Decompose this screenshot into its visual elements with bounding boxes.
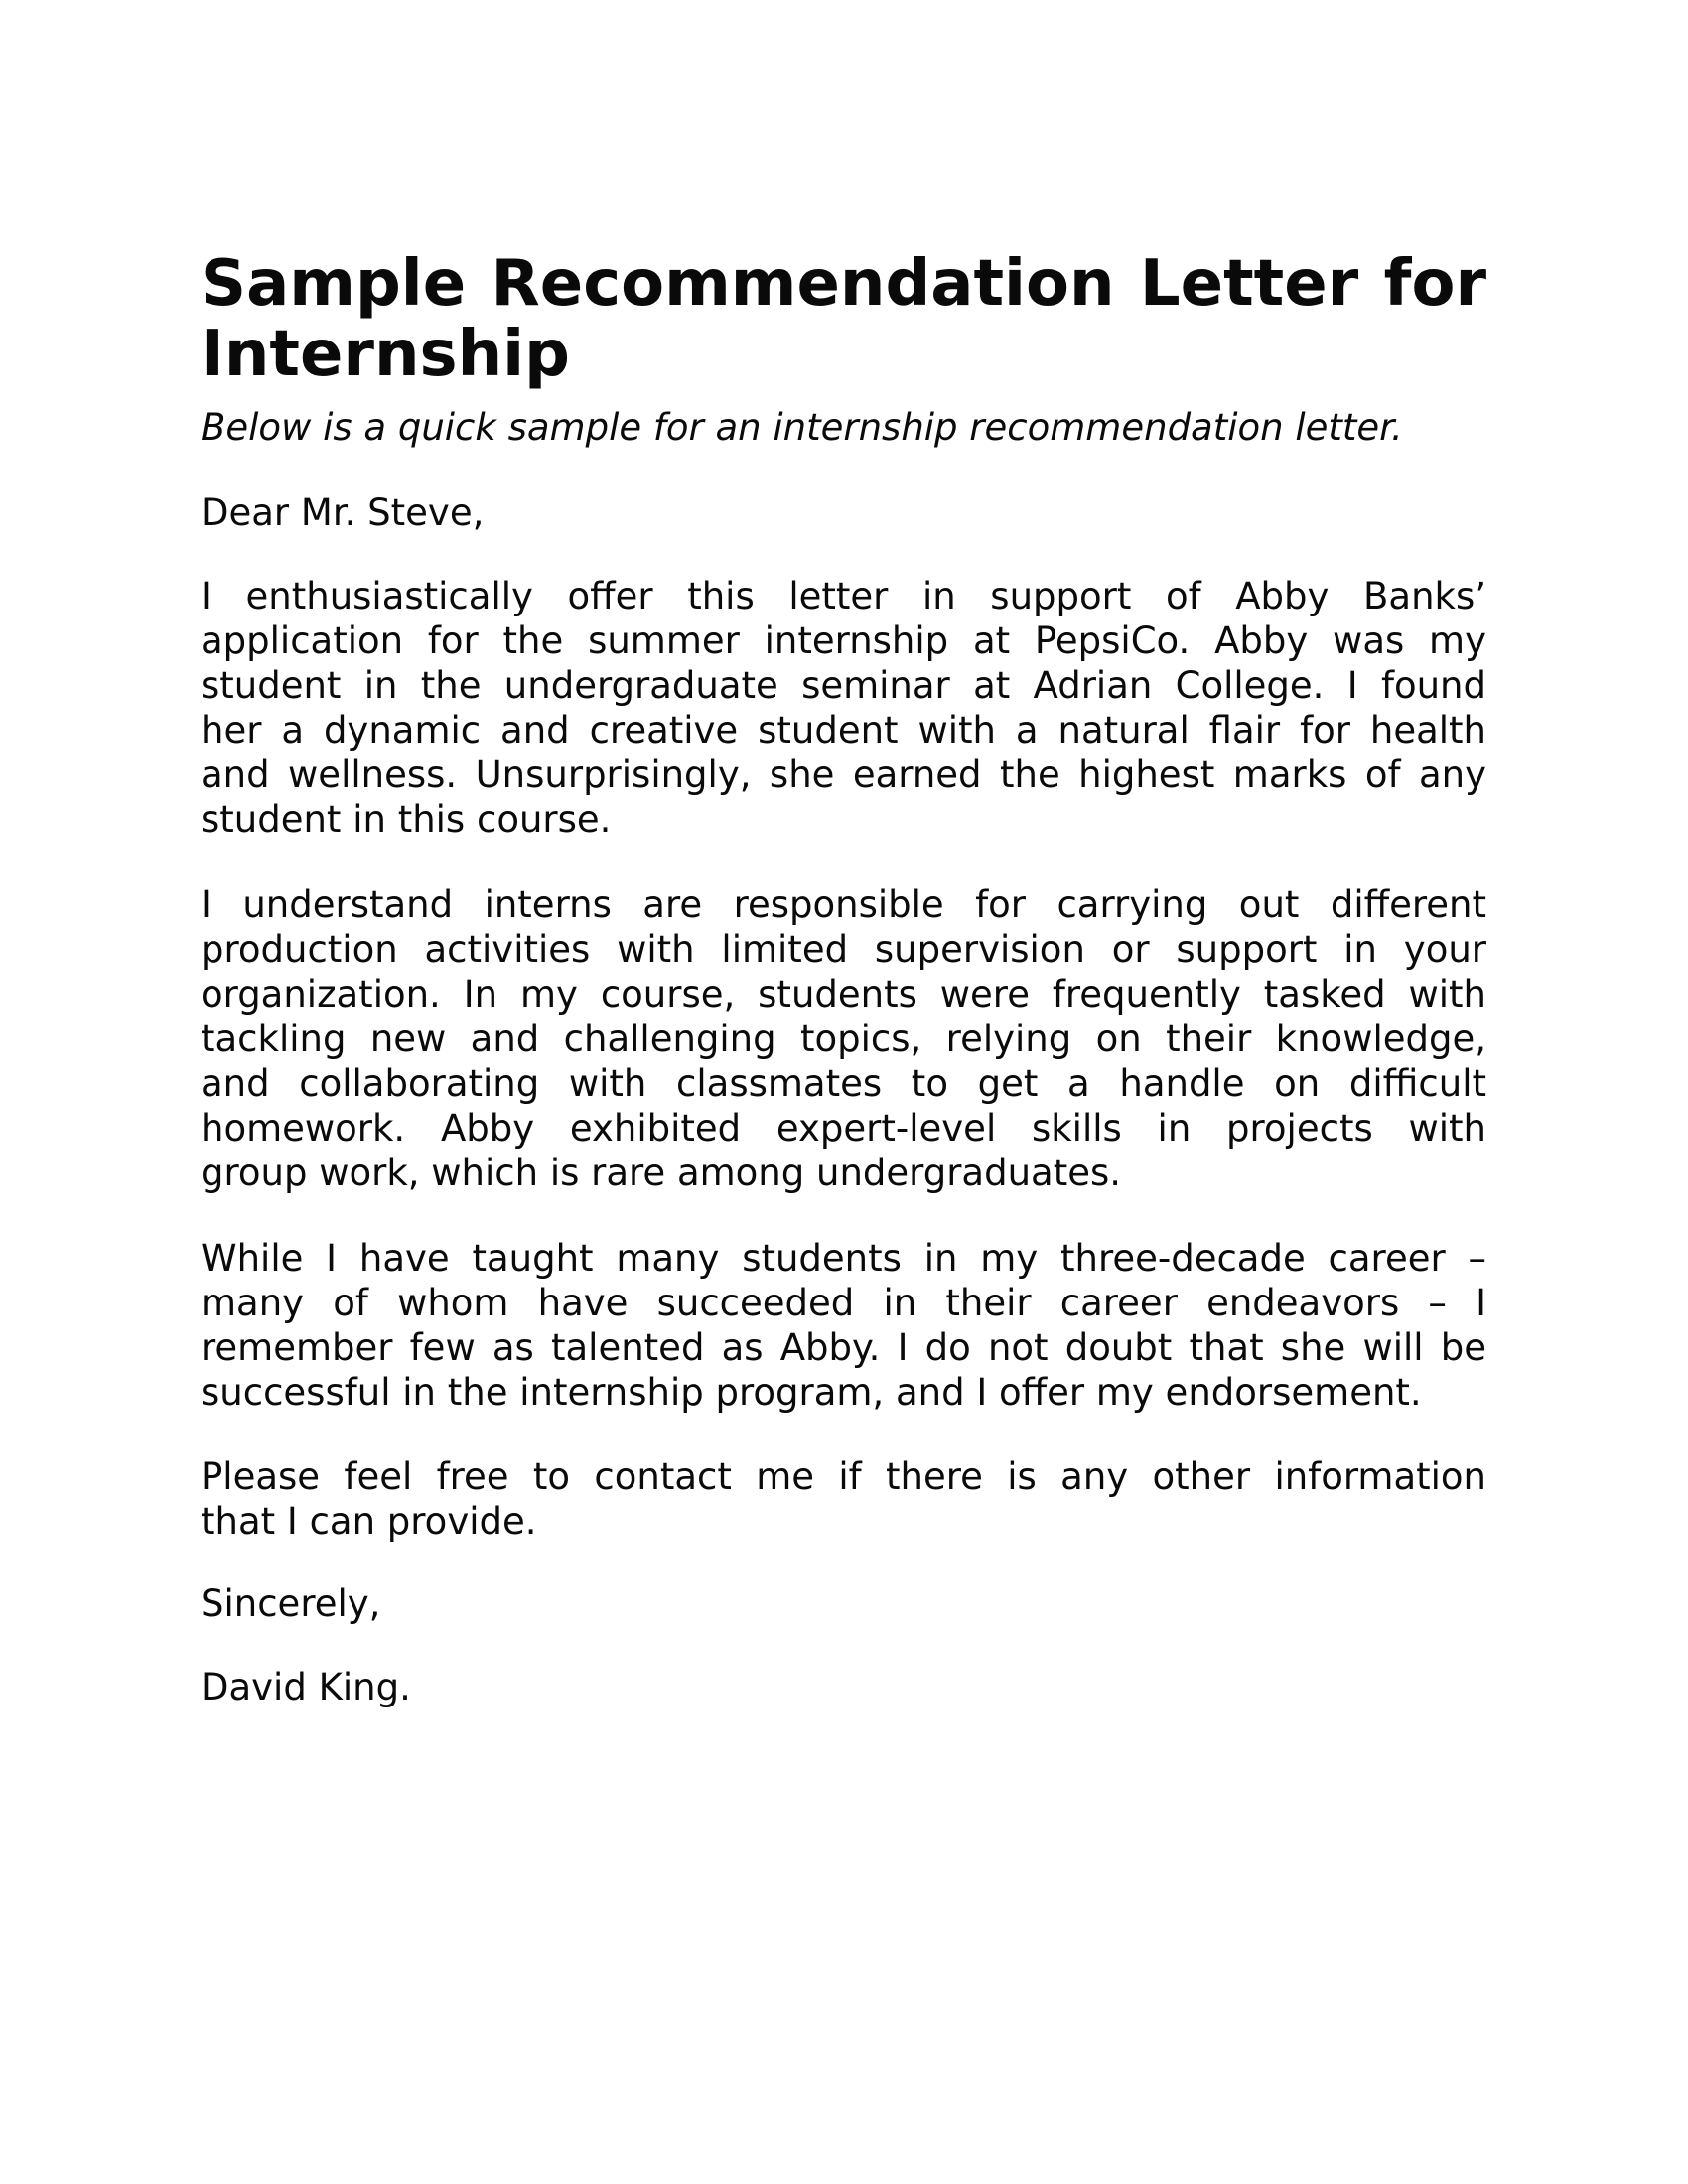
paragraph-line: her a dynamic and creative student with a natural flair for health — [201, 709, 1486, 751]
paragraph-line: homework. Abby exhibited expert-level skills in projects with — [201, 1107, 1486, 1150]
page-title — [201, 249, 1486, 390]
paragraph-line: Please feel free to contact me if there is any other information — [201, 1455, 1486, 1498]
closing-text: Sincerely, — [201, 1582, 381, 1625]
paragraph-line: and collaborating with classmates to get a handle on difficult — [201, 1062, 1486, 1105]
paragraph-line: many of whom have succeeded in their career endeavors – I — [201, 1282, 1486, 1324]
title-line: Sample Recommendation Letter for — [201, 247, 1486, 321]
signature — [201, 1665, 1486, 1709]
closing — [201, 1581, 1486, 1626]
paragraph-line: I understand interns are responsible for carrying out different — [201, 884, 1486, 926]
subtitle — [201, 405, 1486, 450]
subtitle-text: Below is a quick sample for an internship recommendation letter. — [201, 406, 1403, 449]
paragraph-line: production activities with limited supervision or support in your — [201, 928, 1486, 971]
salutation-text: Dear Mr. Steve, — [201, 491, 485, 534]
paragraph-line: student in this course. — [201, 798, 612, 841]
paragraph-line: that I can provide. — [201, 1500, 537, 1543]
paragraph-line: remember few as talented as Abby. I do not doubt that she will be — [201, 1326, 1486, 1369]
salutation — [201, 490, 1486, 535]
paragraph-line: and wellness. Unsurprisingly, she earned the highest marks of any — [201, 753, 1486, 796]
paragraph-line: successful in the internship program, and I offer my endorsement. — [201, 1371, 1422, 1414]
paragraph-support — [201, 574, 1486, 842]
paragraph-line: tackling new and challenging topics, relying on their knowledge, — [201, 1018, 1486, 1060]
paragraph-line: organization. In my course, students were frequently tasked with — [201, 973, 1486, 1016]
paragraph-line: application for the summer internship at PepsiCo. Abby was my — [201, 619, 1486, 662]
paragraph-endorsement — [201, 1236, 1486, 1415]
paragraph-line: group work, which is rare among undergraduates. — [201, 1152, 1122, 1194]
paragraph-contact — [201, 1454, 1486, 1544]
paragraph-line: I enthusiastically offer this letter in support of Abby Banks’ — [201, 575, 1486, 617]
paragraph-responsibilities — [201, 883, 1486, 1195]
paragraph-line: While I have taught many students in my three-decade career – — [201, 1237, 1486, 1280]
title-line: Internship — [201, 318, 570, 391]
paragraph-line: student in the undergraduate seminar at Adrian College. I found — [201, 664, 1486, 707]
signature-text: David King. — [201, 1666, 411, 1708]
